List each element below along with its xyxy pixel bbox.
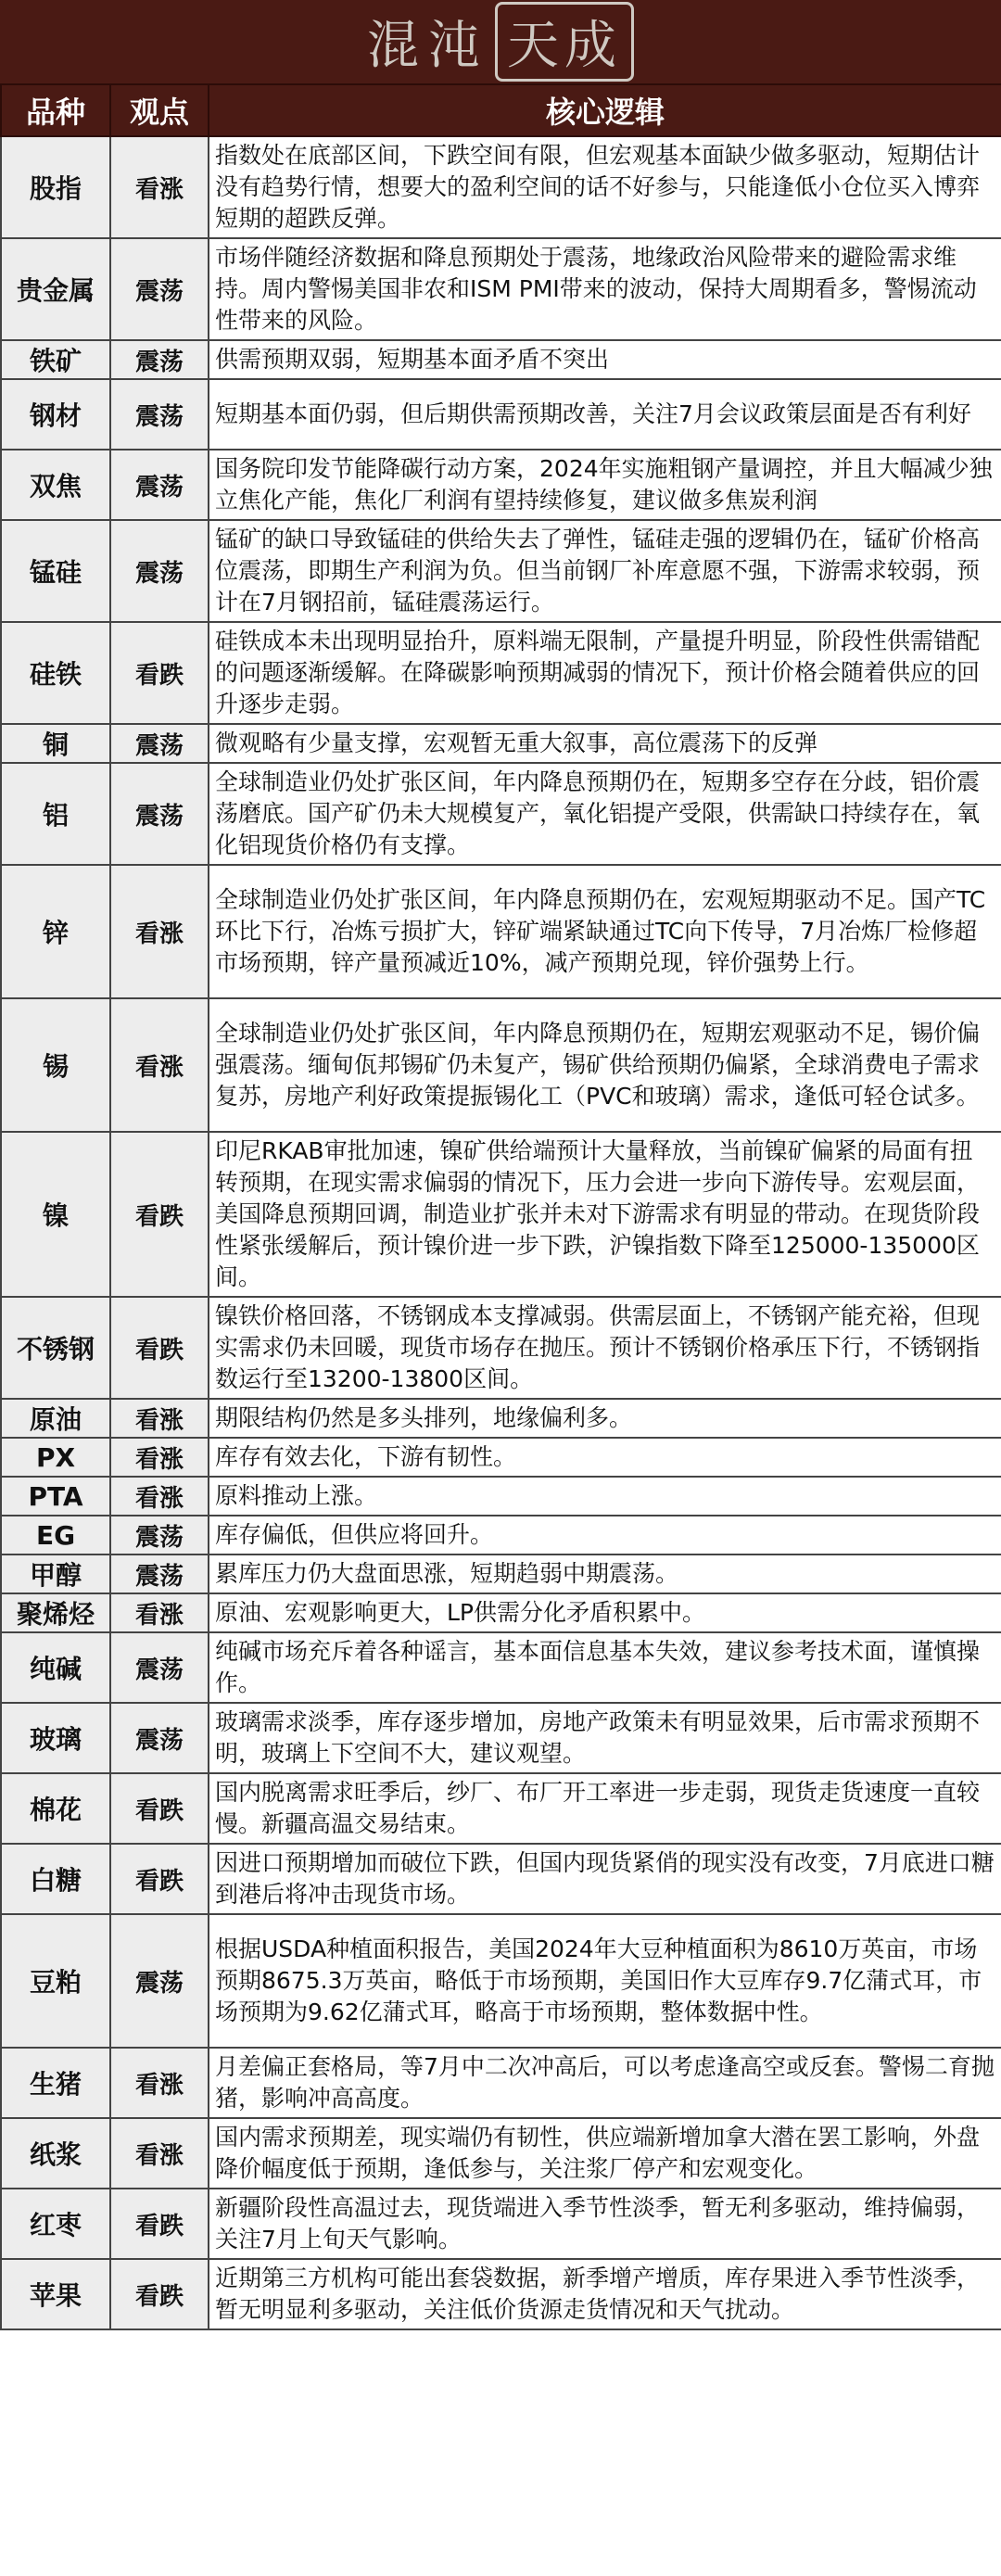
commodity-name: 原油 xyxy=(1,1399,110,1438)
core-logic-text: 库存偏低，但供应将回升。 xyxy=(209,1516,1001,1554)
table-row xyxy=(1,1477,1001,1516)
table-row xyxy=(1,1844,1001,1914)
commodity-name: 锰硅 xyxy=(1,520,110,622)
header-view: 观点 xyxy=(110,84,209,136)
commodity-name: 白糖 xyxy=(1,1844,110,1914)
commodity-name: PTA xyxy=(1,1477,110,1516)
table-row xyxy=(1,238,1001,340)
commodity-name: 铝 xyxy=(1,763,110,865)
table-body xyxy=(1,136,1001,2329)
core-logic-text: 月差偏正套格局，等7月中二次冲高后，可以考虑逢高空或反套。警惕二育抛猪，影响冲高高度。 xyxy=(209,2048,1001,2118)
outlook-label: 震荡 xyxy=(110,1516,209,1554)
commodity-name: 玻璃 xyxy=(1,1703,110,1773)
commodity-name: 股指 xyxy=(1,136,110,238)
table-row xyxy=(1,1703,1001,1773)
core-logic-text: 锰矿的缺口导致锰硅的供给失去了弹性，锰硅走强的逻辑仍在，锰矿价格高位震荡，即期生产利润为负。但当前钢厂补库意愿不强，下游需求较弱，预计在7月钢招前，锰硅震荡运行。 xyxy=(209,520,1001,622)
table-header xyxy=(1,84,1001,136)
core-logic-text: 短期基本面仍弱，但后期供需预期改善，关注7月会议政策层面是否有利好 xyxy=(209,379,1001,450)
core-logic-text: 微观略有少量支撑，宏观暂无重大叙事，高位震荡下的反弹 xyxy=(209,724,1001,763)
table-row xyxy=(1,998,1001,1132)
table-row xyxy=(1,763,1001,865)
outlook-label: 震荡 xyxy=(110,1914,209,2048)
outlook-label: 看跌 xyxy=(110,1297,209,1399)
outlook-label: 看涨 xyxy=(110,1477,209,1516)
outlook-label: 看跌 xyxy=(110,1844,209,1914)
core-logic-text: 根据USDA种植面积报告，美国2024年大豆种植面积为8610万英亩，市场预期8675.3万英亩，略低于市场预期，美国旧作大豆库存9.7亿蒲式耳，市场预期为9.62亿蒲式耳，略高于市场预期，整体数据中性。 xyxy=(209,1914,1001,2048)
outlook-label: 看跌 xyxy=(110,622,209,724)
commodity-name: 苹果 xyxy=(1,2259,110,2329)
core-logic-text: 镍铁价格回落，不锈钢成本支撑减弱。供需层面上，不锈钢产能充裕，但现实需求仍未回暖，现货市场存在抛压。预计不锈钢价格承压下行，不锈钢指数运行至13200-13800区间。 xyxy=(209,1297,1001,1399)
commodity-name: 镍 xyxy=(1,1132,110,1297)
outlook-label: 看跌 xyxy=(110,2259,209,2329)
core-logic-text: 原油、宏观影响更大，LP供需分化矛盾积累中。 xyxy=(209,1593,1001,1632)
commodity-name: PX xyxy=(1,1438,110,1477)
outlook-label: 看跌 xyxy=(110,1132,209,1297)
core-logic-text: 印尼RKAB审批加速，镍矿供给端预计大量释放，当前镍矿偏紧的局面有扭转预期，在现实需求偏弱的情况下，压力会进一步向下游传导。宏观层面，美国降息预期回调，制造业扩张并未对下游需求有明显的带动。在现货阶段性紧张缓解后，预计镍价进一步下跌，沪镍指数下降至125000-135000区间。 xyxy=(209,1132,1001,1297)
header-row xyxy=(1,84,1001,136)
core-logic-text: 指数处在底部区间，下跌空间有限，但宏观基本面缺少做多驱动，短期估计没有趋势行情，想要大的盈利空间的话不好参与，只能逢低小仓位买入博弈短期的超跌反弹。 xyxy=(209,136,1001,238)
outlook-label: 看涨 xyxy=(110,2118,209,2189)
commodity-name: 贵金属 xyxy=(1,238,110,340)
core-logic-text: 全球制造业仍处扩张区间，年内降息预期仍在，短期宏观驱动不足，锡价偏强震荡。缅甸佤邦锡矿仍未复产，锡矿供给预期仍偏紧，全球消费电子需求复苏，房地产利好政策提振锡化工（PVC和玻璃）需求，逢低可轻仓试多。 xyxy=(209,998,1001,1132)
core-logic-text: 期限结构仍然是多头排列，地缘偏利多。 xyxy=(209,1399,1001,1438)
outlook-label: 看涨 xyxy=(110,1593,209,1632)
core-logic-text: 全球制造业仍处扩张区间，年内降息预期仍在，宏观短期驱动不足。国产TC环比下行，冶炼亏损扩大，锌矿端紧缺通过TC向下传导，7月冶炼厂检修超市场预期，锌产量预减近10%，减产预期兑现，锌价强势上行。 xyxy=(209,865,1001,998)
outlook-label: 看涨 xyxy=(110,136,209,238)
outlook-label: 看涨 xyxy=(110,998,209,1132)
core-logic-text: 新疆阶段性高温过去，现货端进入季节性淡季，暂无利多驱动，维持偏弱，关注7月上旬天气影响。 xyxy=(209,2189,1001,2259)
commodity-name: 锡 xyxy=(1,998,110,1132)
commodity-name: 钢材 xyxy=(1,379,110,450)
core-logic-text: 因进口预期增加而破位下跌，但国内现货紧俏的现实没有改变，7月底进口糖到港后将冲击现货市场。 xyxy=(209,1844,1001,1914)
outlook-label: 看涨 xyxy=(110,2048,209,2118)
commodity-name: 豆粕 xyxy=(1,1914,110,2048)
commodity-name: 甲醇 xyxy=(1,1554,110,1593)
logo-text-part2: 天成 xyxy=(495,2,634,82)
core-logic-text: 原料推动上涨。 xyxy=(209,1477,1001,1516)
header-logic: 核心逻辑 xyxy=(209,84,1001,136)
table-row xyxy=(1,1516,1001,1554)
table-row xyxy=(1,865,1001,998)
table-row xyxy=(1,724,1001,763)
outlook-label: 看涨 xyxy=(110,1399,209,1438)
outlook-label: 看涨 xyxy=(110,1438,209,1477)
outlook-label: 震荡 xyxy=(110,520,209,622)
futures-view-table xyxy=(0,83,1001,2330)
table-row xyxy=(1,520,1001,622)
table-row xyxy=(1,1399,1001,1438)
core-logic-text: 国内需求预期差，现实端仍有韧性，供应端新增加拿大潜在罢工影响，外盘降价幅度低于预期，逢低参与，关注浆厂停产和宏观变化。 xyxy=(209,2118,1001,2189)
commodity-name: EG xyxy=(1,1516,110,1554)
outlook-label: 震荡 xyxy=(110,1703,209,1773)
outlook-label: 震荡 xyxy=(110,379,209,450)
table-row xyxy=(1,1632,1001,1703)
core-logic-text: 玻璃需求淡季，库存逐步增加，房地产政策未有明显效果，后市需求预期不明，玻璃上下空间不大，建议观望。 xyxy=(209,1703,1001,1773)
table-row xyxy=(1,1132,1001,1297)
outlook-label: 震荡 xyxy=(110,238,209,340)
outlook-label: 看跌 xyxy=(110,1773,209,1844)
table-row xyxy=(1,2118,1001,2189)
table-row xyxy=(1,1438,1001,1477)
table-row xyxy=(1,2048,1001,2118)
commodity-name: 铜 xyxy=(1,724,110,763)
table-row xyxy=(1,1773,1001,1844)
table-row xyxy=(1,340,1001,379)
table-row xyxy=(1,379,1001,450)
outlook-label: 震荡 xyxy=(110,724,209,763)
table-row xyxy=(1,2259,1001,2329)
header-kind: 品种 xyxy=(1,84,110,136)
core-logic-text: 市场伴随经济数据和降息预期处于震荡，地缘政治风险带来的避险需求维持。周内警惕美国非农和ISM PMI带来的波动，保持大周期看多，警惕流动性带来的风险。 xyxy=(209,238,1001,340)
core-logic-text: 近期第三方机构可能出套袋数据，新季增产增质，库存果进入季节性淡季，暂无明显利多驱动，关注低价货源走货情况和天气扰动。 xyxy=(209,2259,1001,2329)
table-row xyxy=(1,1593,1001,1632)
table-row xyxy=(1,1914,1001,2048)
core-logic-text: 库存有效去化，下游有韧性。 xyxy=(209,1438,1001,1477)
banner xyxy=(0,0,1001,83)
outlook-label: 震荡 xyxy=(110,340,209,379)
core-logic-text: 国务院印发节能降碳行动方案，2024年实施粗钢产量调控，并且大幅减少独立焦化产能，焦化厂利润有望持续修复，建议做多焦炭利润 xyxy=(209,450,1001,520)
commodity-name: 双焦 xyxy=(1,450,110,520)
outlook-label: 看涨 xyxy=(110,865,209,998)
core-logic-text: 累库压力仍大盘面思涨，短期趋弱中期震荡。 xyxy=(209,1554,1001,1593)
brand-logo xyxy=(367,2,634,82)
table-row xyxy=(1,1554,1001,1593)
outlook-label: 看跌 xyxy=(110,2189,209,2259)
commodity-name: 纯碱 xyxy=(1,1632,110,1703)
commodity-name: 红枣 xyxy=(1,2189,110,2259)
commodity-name: 不锈钢 xyxy=(1,1297,110,1399)
table-row xyxy=(1,622,1001,724)
outlook-label: 震荡 xyxy=(110,763,209,865)
table-row xyxy=(1,2189,1001,2259)
table-row xyxy=(1,136,1001,238)
core-logic-text: 供需预期双弱，短期基本面矛盾不突出 xyxy=(209,340,1001,379)
outlook-label: 震荡 xyxy=(110,450,209,520)
commodity-name: 铁矿 xyxy=(1,340,110,379)
core-logic-text: 国内脱离需求旺季后，纱厂、布厂开工率进一步走弱，现货走货速度一直较慢。新疆高温交易结束。 xyxy=(209,1773,1001,1844)
commodity-name: 锌 xyxy=(1,865,110,998)
commodity-name: 生猪 xyxy=(1,2048,110,2118)
core-logic-text: 纯碱市场充斥着各种谣言，基本面信息基本失效，建议参考技术面，谨慎操作。 xyxy=(209,1632,1001,1703)
commodity-name: 棉花 xyxy=(1,1773,110,1844)
logo-text-part1: 混沌 xyxy=(367,16,489,76)
commodity-name: 纸浆 xyxy=(1,2118,110,2189)
commodity-name: 硅铁 xyxy=(1,622,110,724)
table-row xyxy=(1,450,1001,520)
outlook-label: 震荡 xyxy=(110,1554,209,1593)
core-logic-text: 硅铁成本未出现明显抬升，原料端无限制，产量提升明显，阶段性供需错配的问题逐渐缓解。在降碳影响预期减弱的情况下，预计价格会随着供应的回升逐步走弱。 xyxy=(209,622,1001,724)
commodity-name: 聚烯烃 xyxy=(1,1593,110,1632)
core-logic-text: 全球制造业仍处扩张区间，年内降息预期仍在，短期多空存在分歧，铝价震荡磨底。国产矿仍未大规模复产，氧化铝提产受限，供需缺口持续存在，氧化铝现货价格仍有支撑。 xyxy=(209,763,1001,865)
table-row xyxy=(1,1297,1001,1399)
outlook-label: 震荡 xyxy=(110,1632,209,1703)
